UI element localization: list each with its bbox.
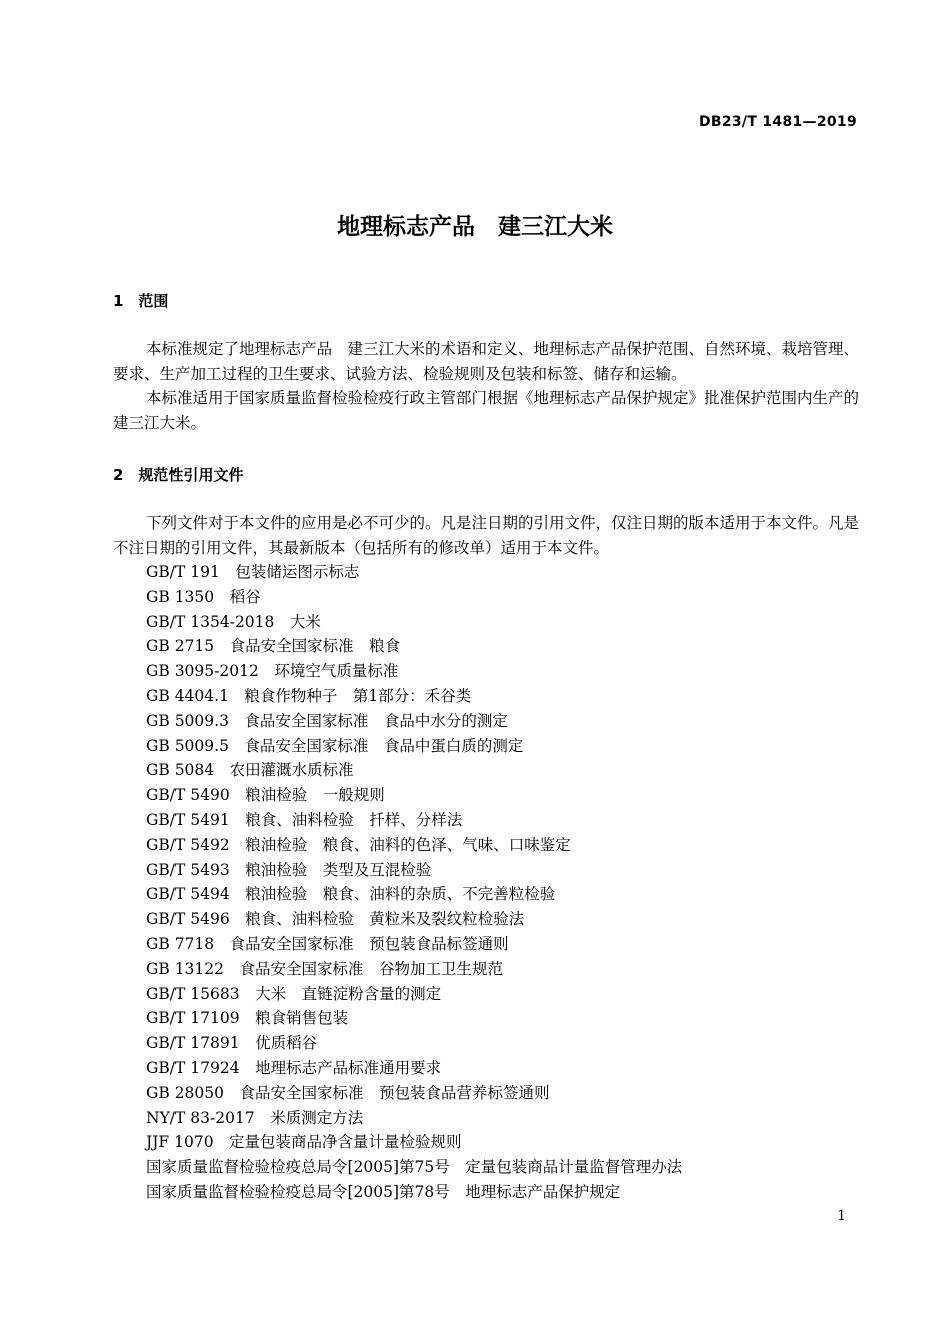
reference-item: GB 2715 食品安全国家标准 粮食 [146, 637, 401, 656]
section-1-paragraph-1: 本标准规定了地理标志产品 建三江大米的术语和定义、地理标志产品保护范围、自然环境、栽培管理、要求、生产加工过程的卫生要求、试验方法、检验规则及包装和标签、储存和运输。 [113, 340, 860, 383]
reference-item: GB/T 5493 粮油检验 类型及互混检验 [146, 860, 432, 879]
reference-item: GB/T 17109 粮食销售包装 [146, 1009, 349, 1028]
section-2-heading: 2 规范性引用文件 [113, 466, 244, 484]
reference-item: GB/T 5490 粮油检验 一般规则 [146, 786, 385, 805]
reference-item: JJF 1070 定量包装商品净含量计量检验规则 [146, 1133, 462, 1152]
reference-item: GB 28050 食品安全国家标准 预包装食品营养标签通则 [146, 1083, 550, 1102]
reference-item: 国家质量监督检验检疫总局令[2005]第78号 地理标志产品保护规定 [146, 1182, 621, 1201]
reference-item: GB/T 15683 大米 直链淀粉含量的测定 [146, 984, 442, 1003]
section-1-paragraph-2: 本标准适用于国家质量监督检验检疫行政主管部门根据《地理标志产品保护规定》批准保护范围内生产的建三江大米。 [113, 389, 860, 432]
reference-item: GB 5009.3 食品安全国家标准 食品中水分的测定 [146, 711, 508, 730]
reference-item: GB 3095-2012 环境空气质量标准 [146, 662, 399, 681]
reference-item: GB 13122 食品安全国家标准 谷物加工卫生规范 [146, 959, 504, 978]
reference-item: 国家质量监督检验检疫总局令[2005]第75号 定量包装商品计量监督管理办法 [146, 1158, 683, 1177]
reference-item: GB/T 1354-2018 大米 [146, 612, 321, 631]
reference-item: GB/T 17891 优质稻谷 [146, 1034, 318, 1053]
reference-item: GB/T 17924 地理标志产品标准通用要求 [146, 1058, 442, 1077]
reference-item: GB/T 191 包装储运图示标志 [146, 563, 360, 581]
reference-item: GB/T 5494 粮油检验 粮食、油料的杂质、不完善粒检验 [146, 885, 556, 904]
reference-item: GB 1350 稻谷 [146, 587, 261, 606]
document-title: 地理标志产品 建三江大米 [337, 214, 613, 240]
reference-item: GB/T 5491 粮食、油料检验 扦样、分样法 [146, 810, 463, 829]
reference-item: GB 4404.1 粮食作物种子 第1部分：禾谷类 [146, 686, 472, 705]
standard-code: DB23/T 1481—2019 [698, 114, 857, 130]
page-number: 1 [837, 1208, 846, 1224]
reference-item: GB/T 5496 粮食、油料检验 黄粒米及裂纹粒检验法 [146, 910, 525, 929]
section-1-heading: 1 范围 [113, 292, 169, 310]
reference-item: GB 7718 食品安全国家标准 预包装食品标签通则 [146, 934, 509, 953]
reference-item: GB/T 5492 粮油检验 粮食、油料的色泽、气味、口味鉴定 [146, 835, 571, 854]
reference-item: GB 5084 农田灌溉水质标准 [146, 761, 354, 780]
reference-item: GB 5009.5 食品安全国家标准 食品中蛋白质的测定 [146, 736, 524, 755]
reference-list [146, 560, 682, 1205]
reference-item: NY/T 83-2017 米质测定方法 [146, 1108, 364, 1127]
section-2-paragraph-1: 下列文件对于本文件的应用是必不可少的。凡是注日期的引用文件，仅注日期的版本适用于本文件。凡是不注日期的引用文件，其最新版本（包括所有的修改单）适用于本文件。 [113, 514, 860, 557]
